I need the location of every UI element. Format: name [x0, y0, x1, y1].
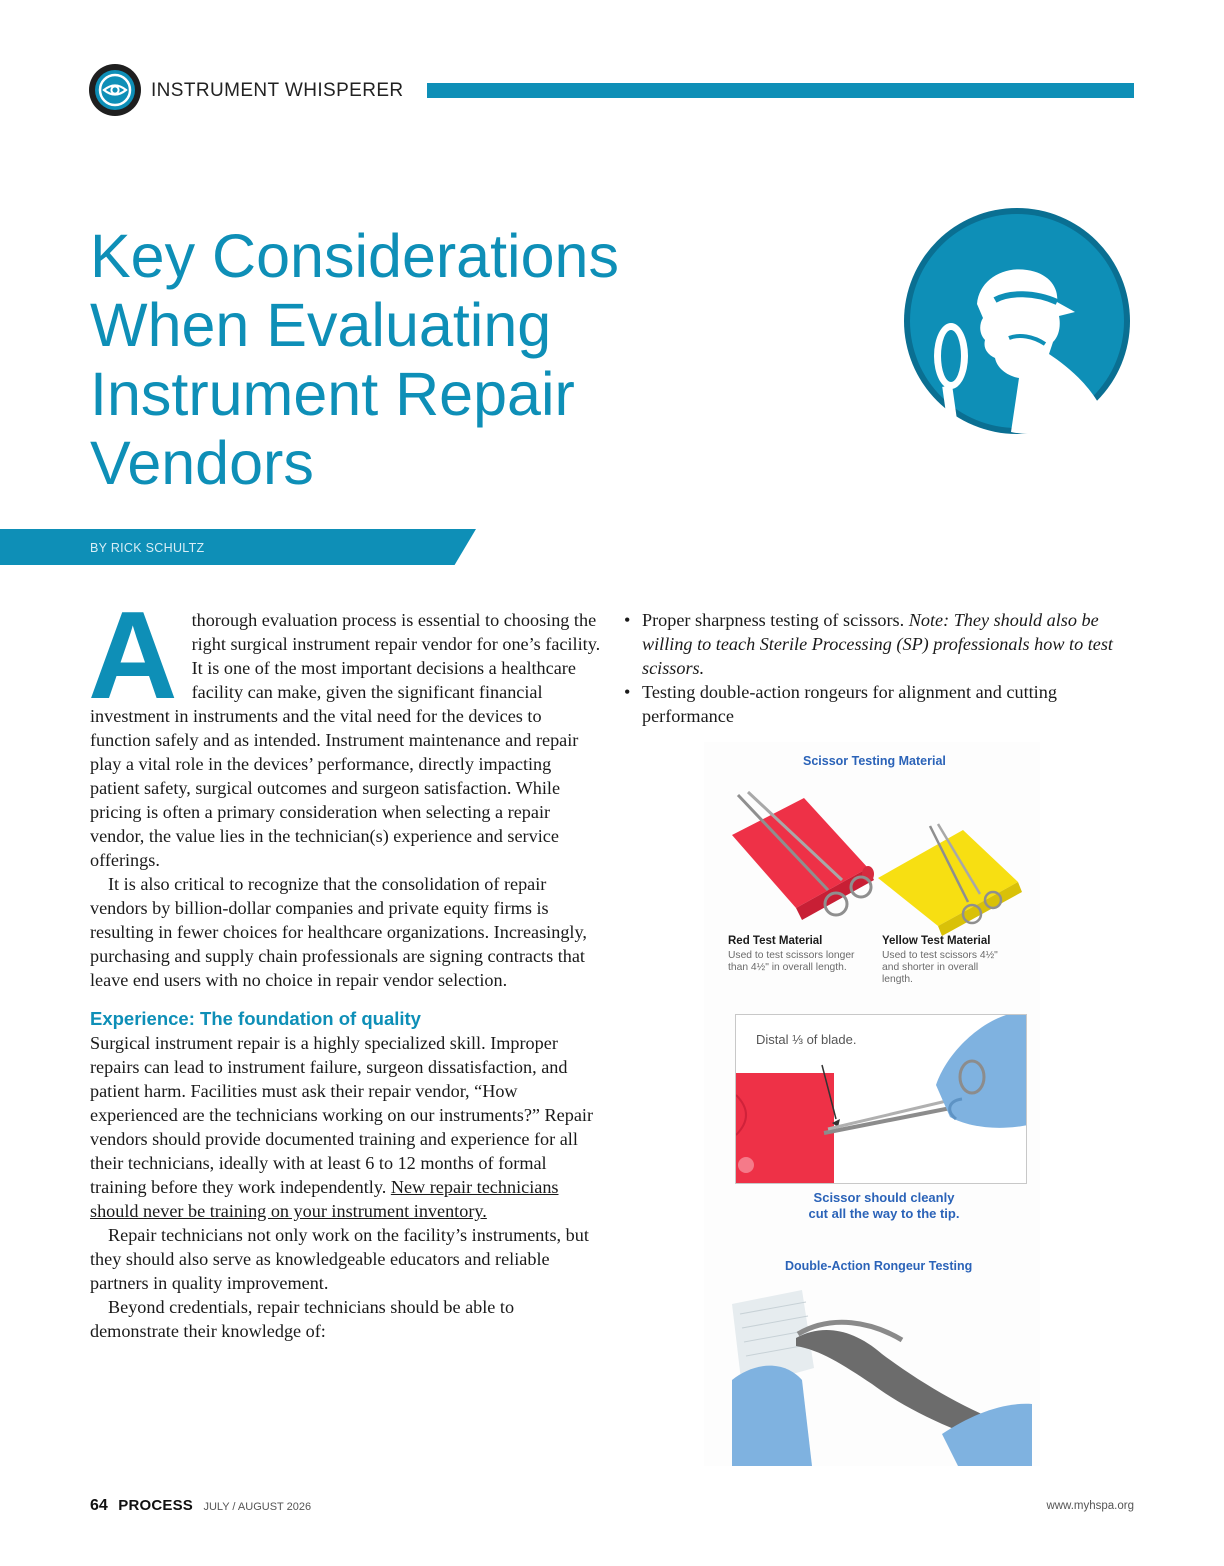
- paragraph-experience: [90, 1031, 602, 1223]
- section-label: INSTRUMENT WHISPERER: [151, 80, 404, 101]
- red-material-text: Used to test scissors longer than 4½" in overall length.: [728, 950, 855, 973]
- yellow-material-text: Used to test scissors 4½" and shorter in overall length.: [882, 950, 998, 985]
- underlined-statement: New repair technicians should never be training on your instrument inventory.: [90, 1177, 559, 1221]
- test-material-rolls-image: [718, 790, 1038, 940]
- rongeur-testing-image: [732, 1284, 1032, 1466]
- section-icon: [89, 64, 141, 116]
- header-rule: [427, 83, 1134, 98]
- list-item: [624, 608, 1136, 680]
- cut-note-line-2: cut all the way to the tip.: [808, 1206, 960, 1221]
- figure-title-rongeur: Double-Action Rongeur Testing: [785, 1259, 973, 1273]
- paragraph-educators: Repair technicians not only work on the facility’s instruments, but they should also serve as knowledgeable educators and reliable partners in quality improvement.: [90, 1225, 589, 1293]
- bullet-note: Note: They should also be willing to teach Sterile Processing (SP) professionals how to test scissors.: [642, 610, 1113, 678]
- bullet-dot: •: [624, 682, 631, 702]
- subheading-experience: Experience: The foundation of quality: [90, 1008, 421, 1029]
- paragraph-consolidation: It is also critical to recognize that the consolidation of repair vendors by billion-dollar companies and private equity firms is resulting in fewer choices for healthcare organizations. Increasingly, purchasing and supply chain professionals are signing contracts that leave end users with no choice in repair vendor selection.: [90, 874, 587, 990]
- list-item: [624, 680, 1136, 728]
- paragraph-experience-text: Surgical instrument repair is a highly specialized skill. Improper repairs can lead to instrument failure, surgeon dissatisfaction, and patient harm. Facilities must ask their repair vendor, “How experienced are the technicians working on our instruments?” Repair vendors should provide documented training and experience for all their technicians, ideally with at least 6 to 12 months of formal training before they work independently.: [90, 1033, 593, 1197]
- scissor-testing-figure: [704, 742, 1040, 1466]
- byline: BY RICK SCHULTZ: [90, 541, 205, 555]
- drop-cap: A: [88, 587, 178, 725]
- bullet-text: Proper sharpness testing of scissors.: [642, 610, 905, 630]
- red-material-heading: Red Test Material: [728, 935, 823, 947]
- page-number: 64: [90, 1497, 108, 1514]
- paragraph-credentials: Beyond credentials, repair technicians should be able to demonstrate their knowledge of:: [90, 1297, 515, 1341]
- page-footer: [90, 1497, 311, 1515]
- byline-band: [0, 529, 476, 565]
- intro-paragraph: [88, 587, 602, 872]
- intro-text: thorough evaluation process is essential to choosing the right surgical instrument repair vendor for one’s facility. It is one of the most important decisions a healthcare facility can make, given the significant financial investment in instruments and the vital need for the devices to function safely and as intended. Instrument maintenance and repair play a vital role in the devices’ performance, directly impacting patient safety, surgical outcomes and surgeon satisfaction. While pricing is often a primary consideration when selecting a repair vendor, the value lies in the technician(s) experience and service offerings.: [90, 610, 601, 870]
- cut-note-line-1: Scissor should cleanly: [813, 1190, 955, 1205]
- website-link[interactable]: www.myhspa.org: [1046, 1500, 1134, 1512]
- yellow-material-heading: Yellow Test Material: [882, 935, 991, 947]
- body-column-left: [88, 587, 602, 1343]
- bullet-dot: •: [624, 610, 631, 630]
- detective-silhouette-icon: [899, 208, 1135, 434]
- magazine-name: PROCESS: [118, 1497, 194, 1514]
- figure-title-scissor: Scissor Testing Material: [803, 754, 946, 768]
- article-title: Key Considerations When Evaluating Instrument Repair Vendors: [90, 222, 619, 497]
- issue-date: JULY / AUGUST 2026: [203, 1501, 312, 1513]
- eye-icon: [95, 70, 135, 110]
- body-column-right: [624, 608, 1136, 728]
- distal-blade-label: Distal ⅓ of blade.: [756, 1032, 857, 1047]
- bullet-text: Testing double-action rongeurs for alignment and cutting performance: [642, 682, 1057, 726]
